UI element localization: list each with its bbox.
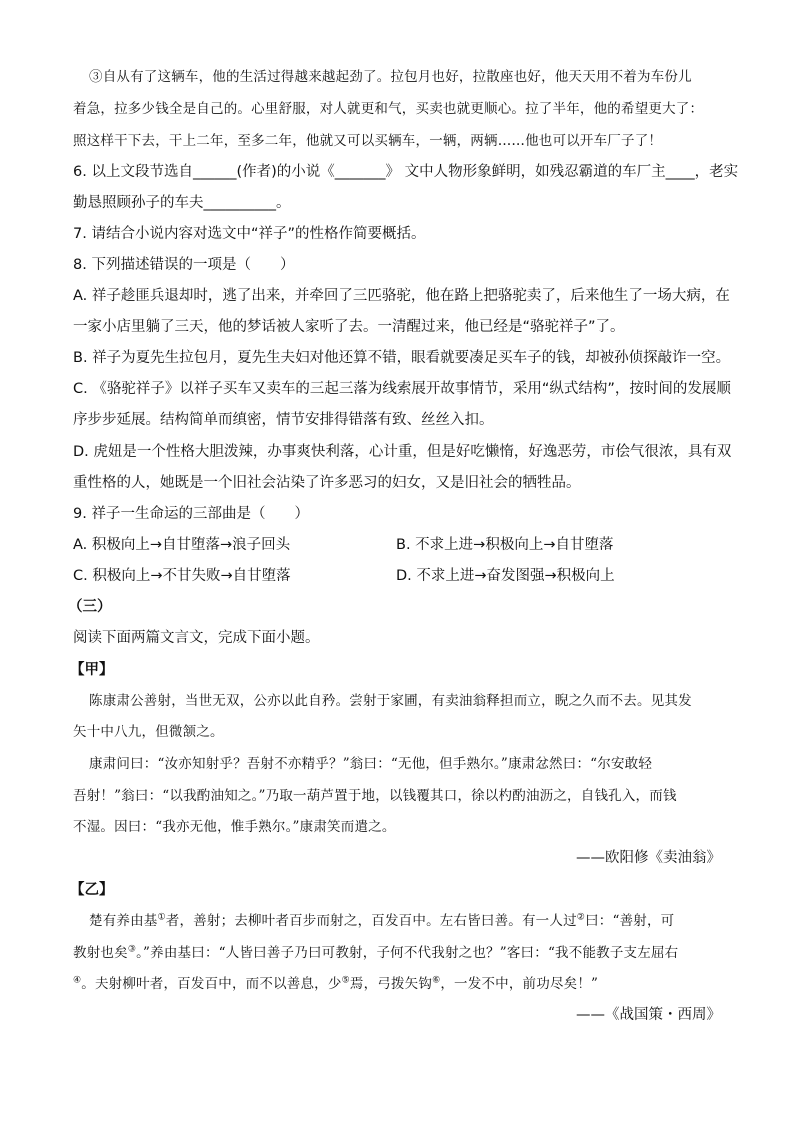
text-label-yi: 【乙】 — [70, 882, 114, 898]
text-segment: 。”养由基曰：“人皆曰善子乃曰可教射，子何不代我射之也？”客曰：“我不能教子支左屈右 — [136, 945, 679, 961]
question-9-stem: 9. 祥子一生命运的三部曲是（ ） — [73, 506, 309, 522]
question-7: 7. 请结合小说内容对选文中“祥子”的性格作简要概括。 — [73, 226, 426, 242]
option-9a: A. 积极向上→自甘堕落→浪子回头 — [73, 537, 291, 553]
footnote-marker: ④ — [73, 975, 82, 986]
text-segment: 。夫射柳叶者，百发百中，而不以善息，少 — [81, 976, 342, 992]
section-heading: （三） — [68, 599, 112, 615]
source-citation: ——《战国策・西周》 — [576, 1007, 721, 1023]
section-instruction: 阅读下面两篇文言文，完成下面小题。 — [73, 630, 320, 646]
text-segment: 曰：“善射，可 — [585, 913, 675, 929]
text-label-jia: 【甲】 — [70, 662, 114, 678]
option-8a-cont: 一家小店里躺了三天，他的梦话被人家听了去。一清醒过来，他已经是“骆驼祥子”了。 — [73, 319, 625, 335]
classical-line — [73, 943, 678, 963]
question-8-stem: 8. 下列描述错误的一项是（ ） — [73, 257, 295, 273]
footnote-marker: ② — [576, 912, 586, 923]
classical-line: 吾射！”翁曰：“以我酌油知之。”乃取一葫芦置于地，以钱覆其口，徐以杓酌油沥之，自钱孔入，而钱 — [73, 788, 677, 804]
passage-line: 照这样干下去，干上二年，至多二年，他就又可以买辆车，一辆，两辆……他也可以开车厂子了！ — [73, 133, 663, 149]
question-6: 6. 以上文段节选自______(作者)的小说《_______》 文中人物形象鲜明，如残忍霸道的车厂主____，老实 — [73, 164, 739, 180]
footnote-marker: ① — [157, 912, 166, 923]
classical-line — [73, 974, 598, 994]
option-9b: B. 不求上进→积极向上→自甘堕落 — [396, 537, 614, 553]
footnote-marker: ③ — [127, 944, 137, 955]
classical-line — [89, 911, 674, 931]
text-segment: ，一发不中，前功尽矣！” — [440, 976, 599, 992]
option-8d-cont: 重性格的人，她既是一个旧社会沾染了许多恶习的妇女，又是旧社会的牺牲品。 — [73, 475, 581, 491]
option-8a: A. 祥子趁匪兵退却时，逃了出来，并牵回了三匹骆驼，他在路上把骆驼卖了，后来他生了一场大病，在 — [73, 288, 730, 304]
text-segment: 楚有养由基 — [89, 913, 158, 929]
question-6-cont: 勤恳照顾孙子的车夫__________。 — [73, 195, 291, 211]
text-segment: 焉，弓拨矢钩 — [349, 976, 433, 992]
option-8d: D. 虎妞是一个性格大胆泼辣，办事爽快利落，心计重，但是好吃懒惰，好逸恶劳，市侩气很浓，具有双 — [73, 444, 732, 460]
classical-line: 康肃问曰：“汝亦知射乎？吾射不亦精乎？”翁曰：“无他，但手熟尔。”康肃忿然曰：“尔安敢轻 — [89, 756, 653, 772]
source-citation: ——欧阳修《卖油翁》 — [576, 850, 721, 866]
classical-line: 不湿。因曰：“我亦无他，惟手熟尔。”康肃笑而遣之。 — [73, 819, 396, 835]
option-9c: C. 积极向上→不甘失败→自甘堕落 — [73, 568, 291, 584]
passage-line: ③自从有了这辆车，他的生活过得越来越起劲了。拉包月也好，拉散座也好，他天天用不着为车份儿 — [89, 69, 692, 85]
text-segment: 者，善射；去柳叶者百步而射之，百发百中。左右皆曰善。有一人过 — [165, 913, 577, 929]
footnote-marker: ⑥ — [432, 975, 441, 986]
classical-line: 矢十中八九，但微颔之。 — [73, 724, 224, 740]
footnote-marker: ⑤ — [341, 975, 350, 986]
option-9d: D. 不求上进→奋发图强→积极向上 — [396, 568, 615, 584]
text-segment: 教射也矣 — [73, 945, 128, 961]
passage-line: 着急，拉多少钱全是自己的。心里舒服，对人就更和气，买卖也就更顺心。拉了半年，他的希望更大了： — [73, 101, 704, 117]
option-8c-cont: 序步步延展。结构简单而缜密，情节安排得错落有致、丝丝入扣。 — [73, 412, 494, 428]
classical-line: 陈康肃公善射，当世无双，公亦以此自矜。尝射于家圃，有卖油翁释担而立，睨之久而不去。见其发 — [89, 693, 692, 709]
option-8c: C. 《骆驼祥子》以祥子买车又卖车的三起三落为线索展开故事情节，采用“纵式结构”，按时间的发展顺 — [73, 381, 731, 397]
option-8b: B. 祥子为夏先生拉包月，夏先生夫妇对他还算不错，眼看就要凑足买车子的钱，却被孙侦探敲诈一空。 — [73, 350, 731, 366]
